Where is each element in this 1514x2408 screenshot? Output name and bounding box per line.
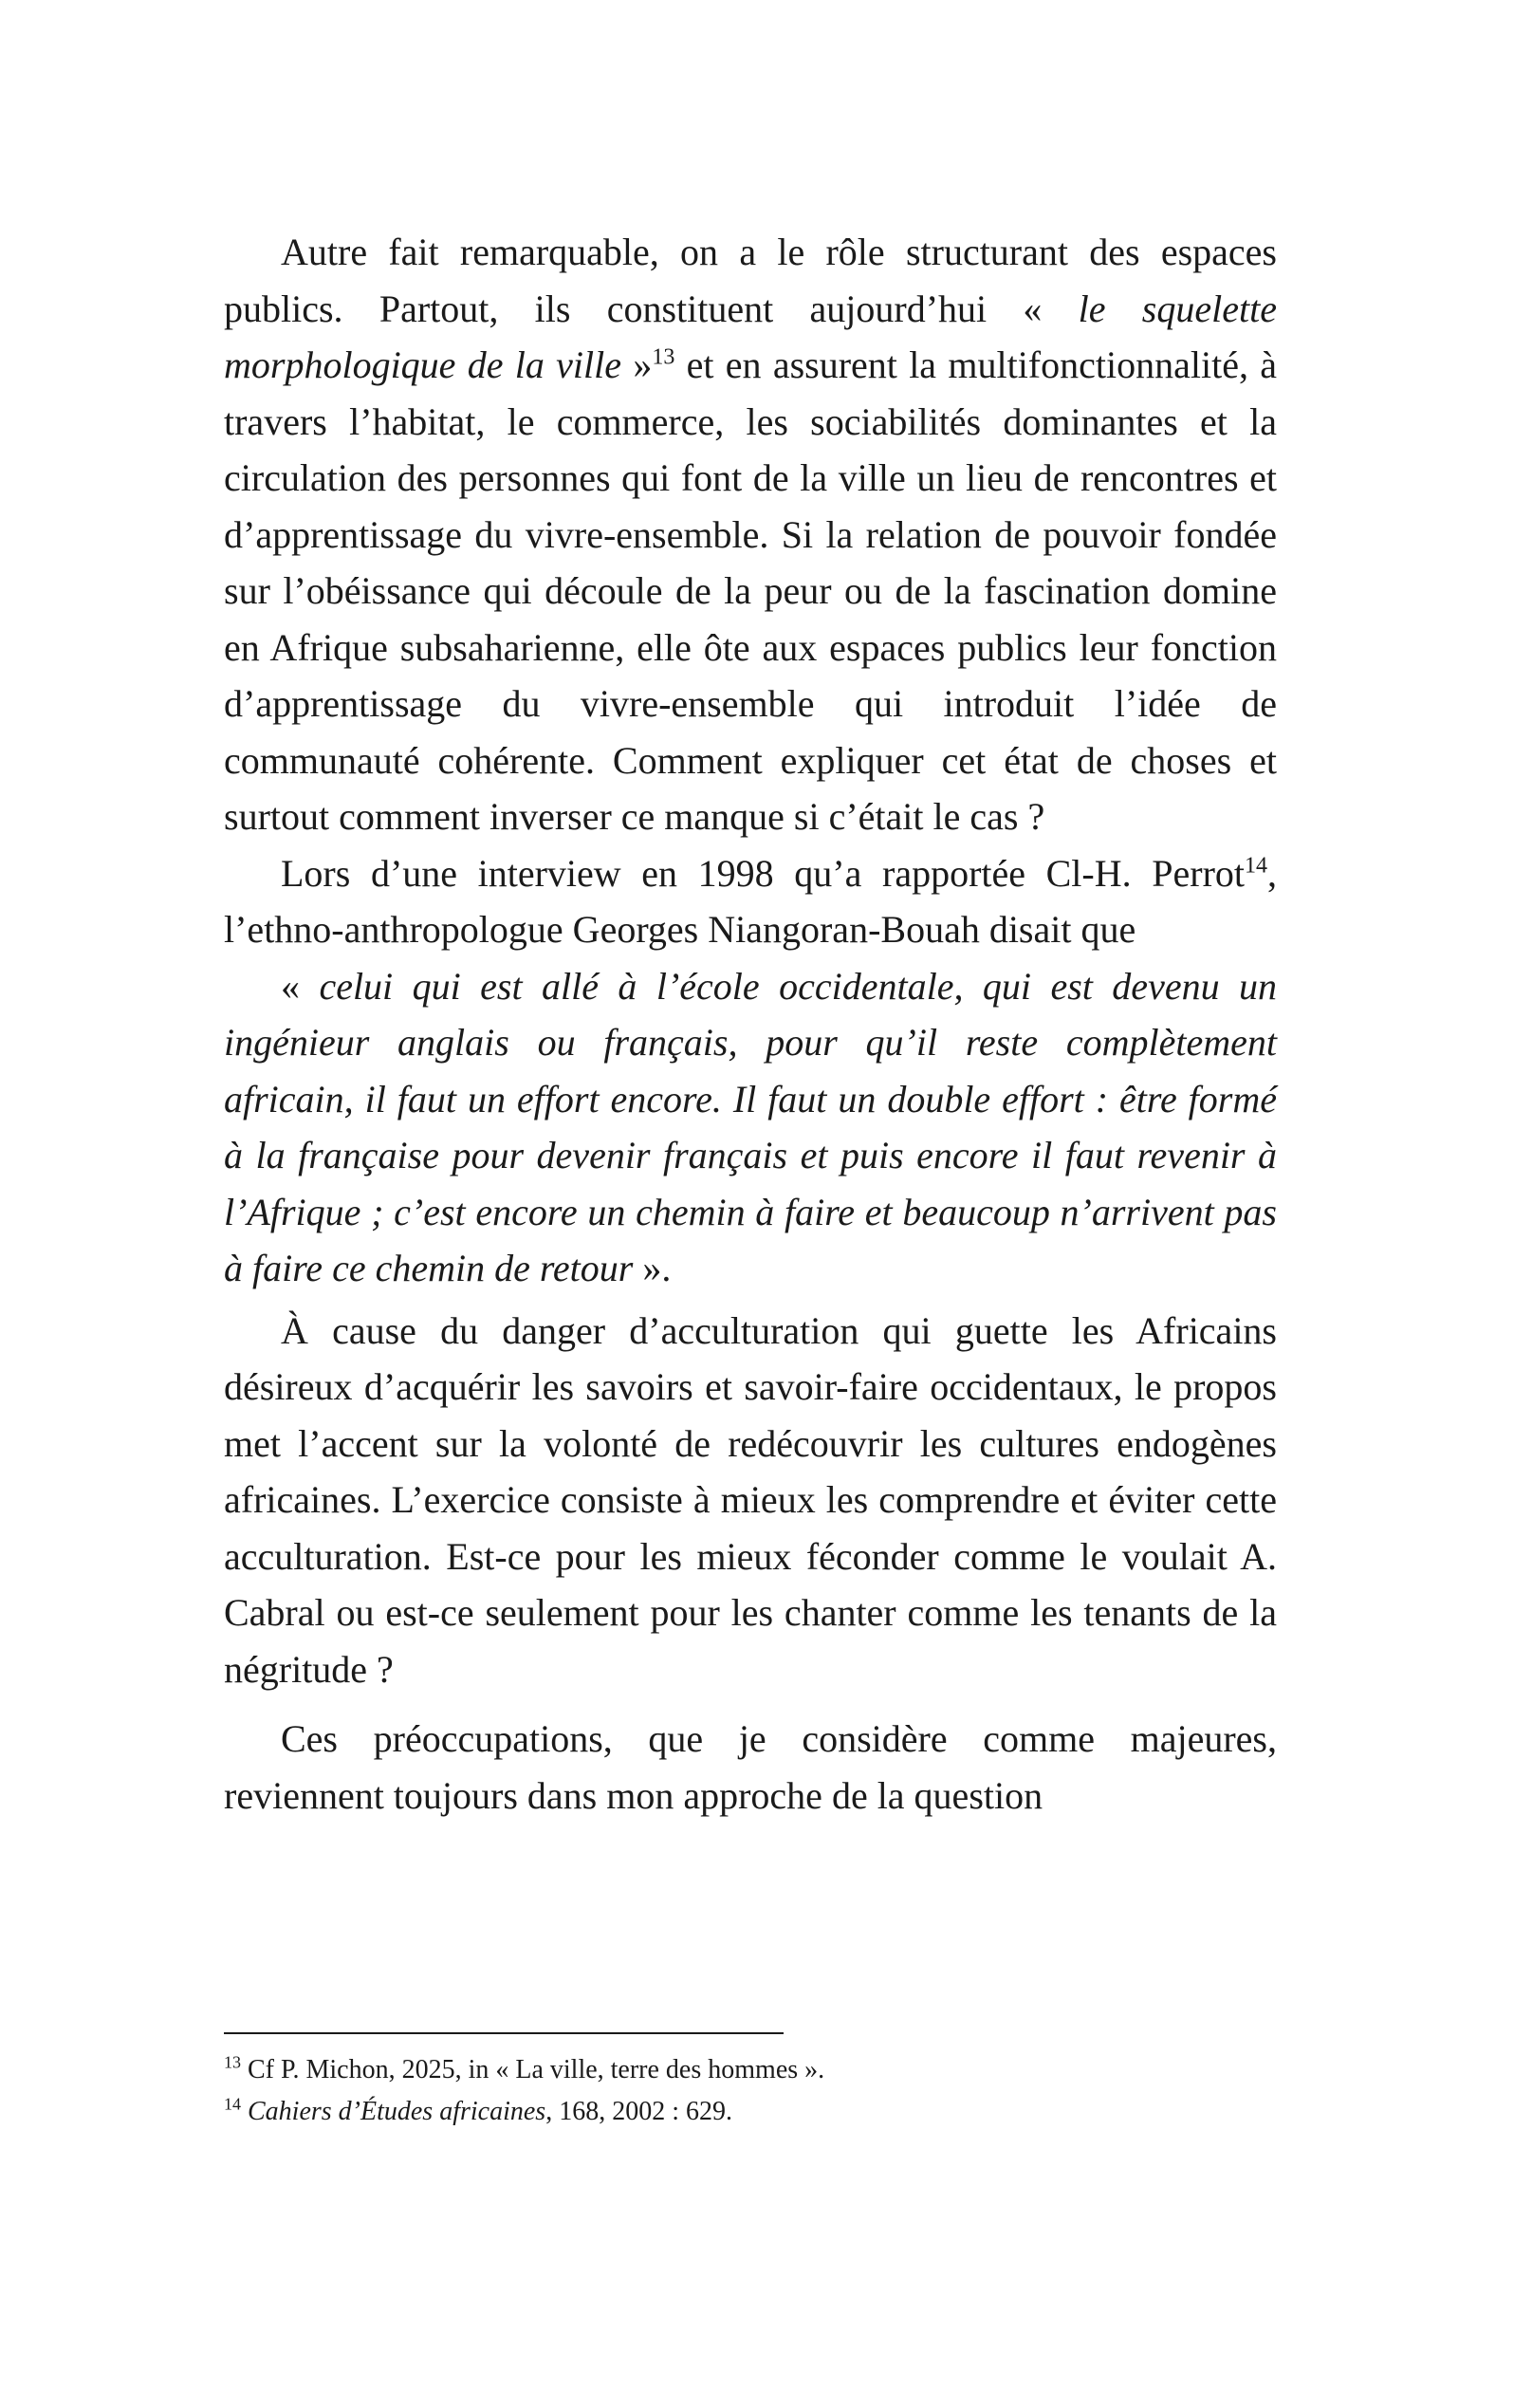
quote-close-mark: ».	[633, 1247, 672, 1289]
footnote-14-number: 14	[224, 2094, 241, 2114]
paragraph-2-text-a: Lors d’une interview en 1998 qu’a rapportée Cl-H. Perrot	[281, 851, 1245, 895]
block-quote	[224, 958, 1277, 1297]
quote-text: celui qui est allé à l’école occidentale, qui est devenu un ingénieur anglais ou français, pour qu’il reste complètement africain, il faut un effort encore. Il faut un double effort : être formé à la française pour devenir français et puis encore il faut revenir à l’Afrique ; c’est encore un chemin à faire et beaucoup n’arrivent pas à faire ce chemin de retour	[224, 964, 1278, 1289]
paragraph-3: À cause du danger d’acculturation qui guette les Africains désireux d’acquérir les savoirs et savoir-faire occidentaux, le propos met l’accent sur la volonté de redécouvrir les cultures endogènes africaines. L’exercice consiste à mieux les comprendre et éviter cette acculturation. Est-ce pour les mieux féconder comme le voulait A. Cabral ou est-ce seulement pour les chanter comme les tenants de la négritude ?	[224, 1308, 1277, 1691]
footnote-13-number: 13	[224, 2052, 241, 2072]
footnote-ref-14[interactable]: 14	[1245, 853, 1267, 879]
paragraph-1	[224, 224, 1277, 845]
footnote-14-title: Cahiers d’Études africaines	[248, 2097, 546, 2126]
paragraph-1-text-c: »	[621, 343, 653, 386]
paragraph-2-text-b: , l’ethno-anthropologue Georges Niangoran-Bouah disait que	[224, 851, 1277, 951]
paragraph-1-text-d: et en assurent la multifonctionnalité, à travers l’habitat, le commerce, les sociabilités dominantes et la circulation des personnes qui font de la ville un lieu de rencontres et d’apprentissage du vivre-ensemble. Si la relation de pouvoir fondée sur l’obéissance qui découle de la peur ou de la fascination domine en Afrique subsaharienne, elle ôte aux espaces publics leur fonction d’apprentissage du vivre-ensemble qui introduit l’idée de communauté cohérente. Comment expliquer cet état de choses et surtout comment inverser ce manque si c’était le cas ?	[224, 343, 1277, 838]
footnote-13-text: Cf P. Michon, 2025, in « La ville, terre des hommes ».	[241, 2055, 825, 2084]
paragraph-1-citation: le squelette morphologique de la ville	[224, 287, 1277, 386]
paragraph-4: Ces préoccupations, que je considère comme majeures, reviennent toujours dans mon approche de la question	[224, 1717, 1277, 1817]
footnote-14-text: , 168, 2002 : 629.	[545, 2097, 732, 2126]
paragraph-2	[224, 845, 1277, 958]
paragraph-1-text-a: Autre fait remarquable, on a le rôle structurant des espaces publics. Partout, ils constituent aujourd’hui «	[224, 231, 1277, 330]
footnotes	[224, 2032, 1277, 2133]
footnote-ref-13[interactable]: 13	[652, 344, 675, 370]
page-body	[224, 224, 1277, 1824]
footnote-separator	[224, 2032, 784, 2034]
footnote-13	[224, 2049, 1277, 2091]
quote-open-mark: «	[281, 964, 320, 1008]
footnote-14	[224, 2091, 1277, 2133]
